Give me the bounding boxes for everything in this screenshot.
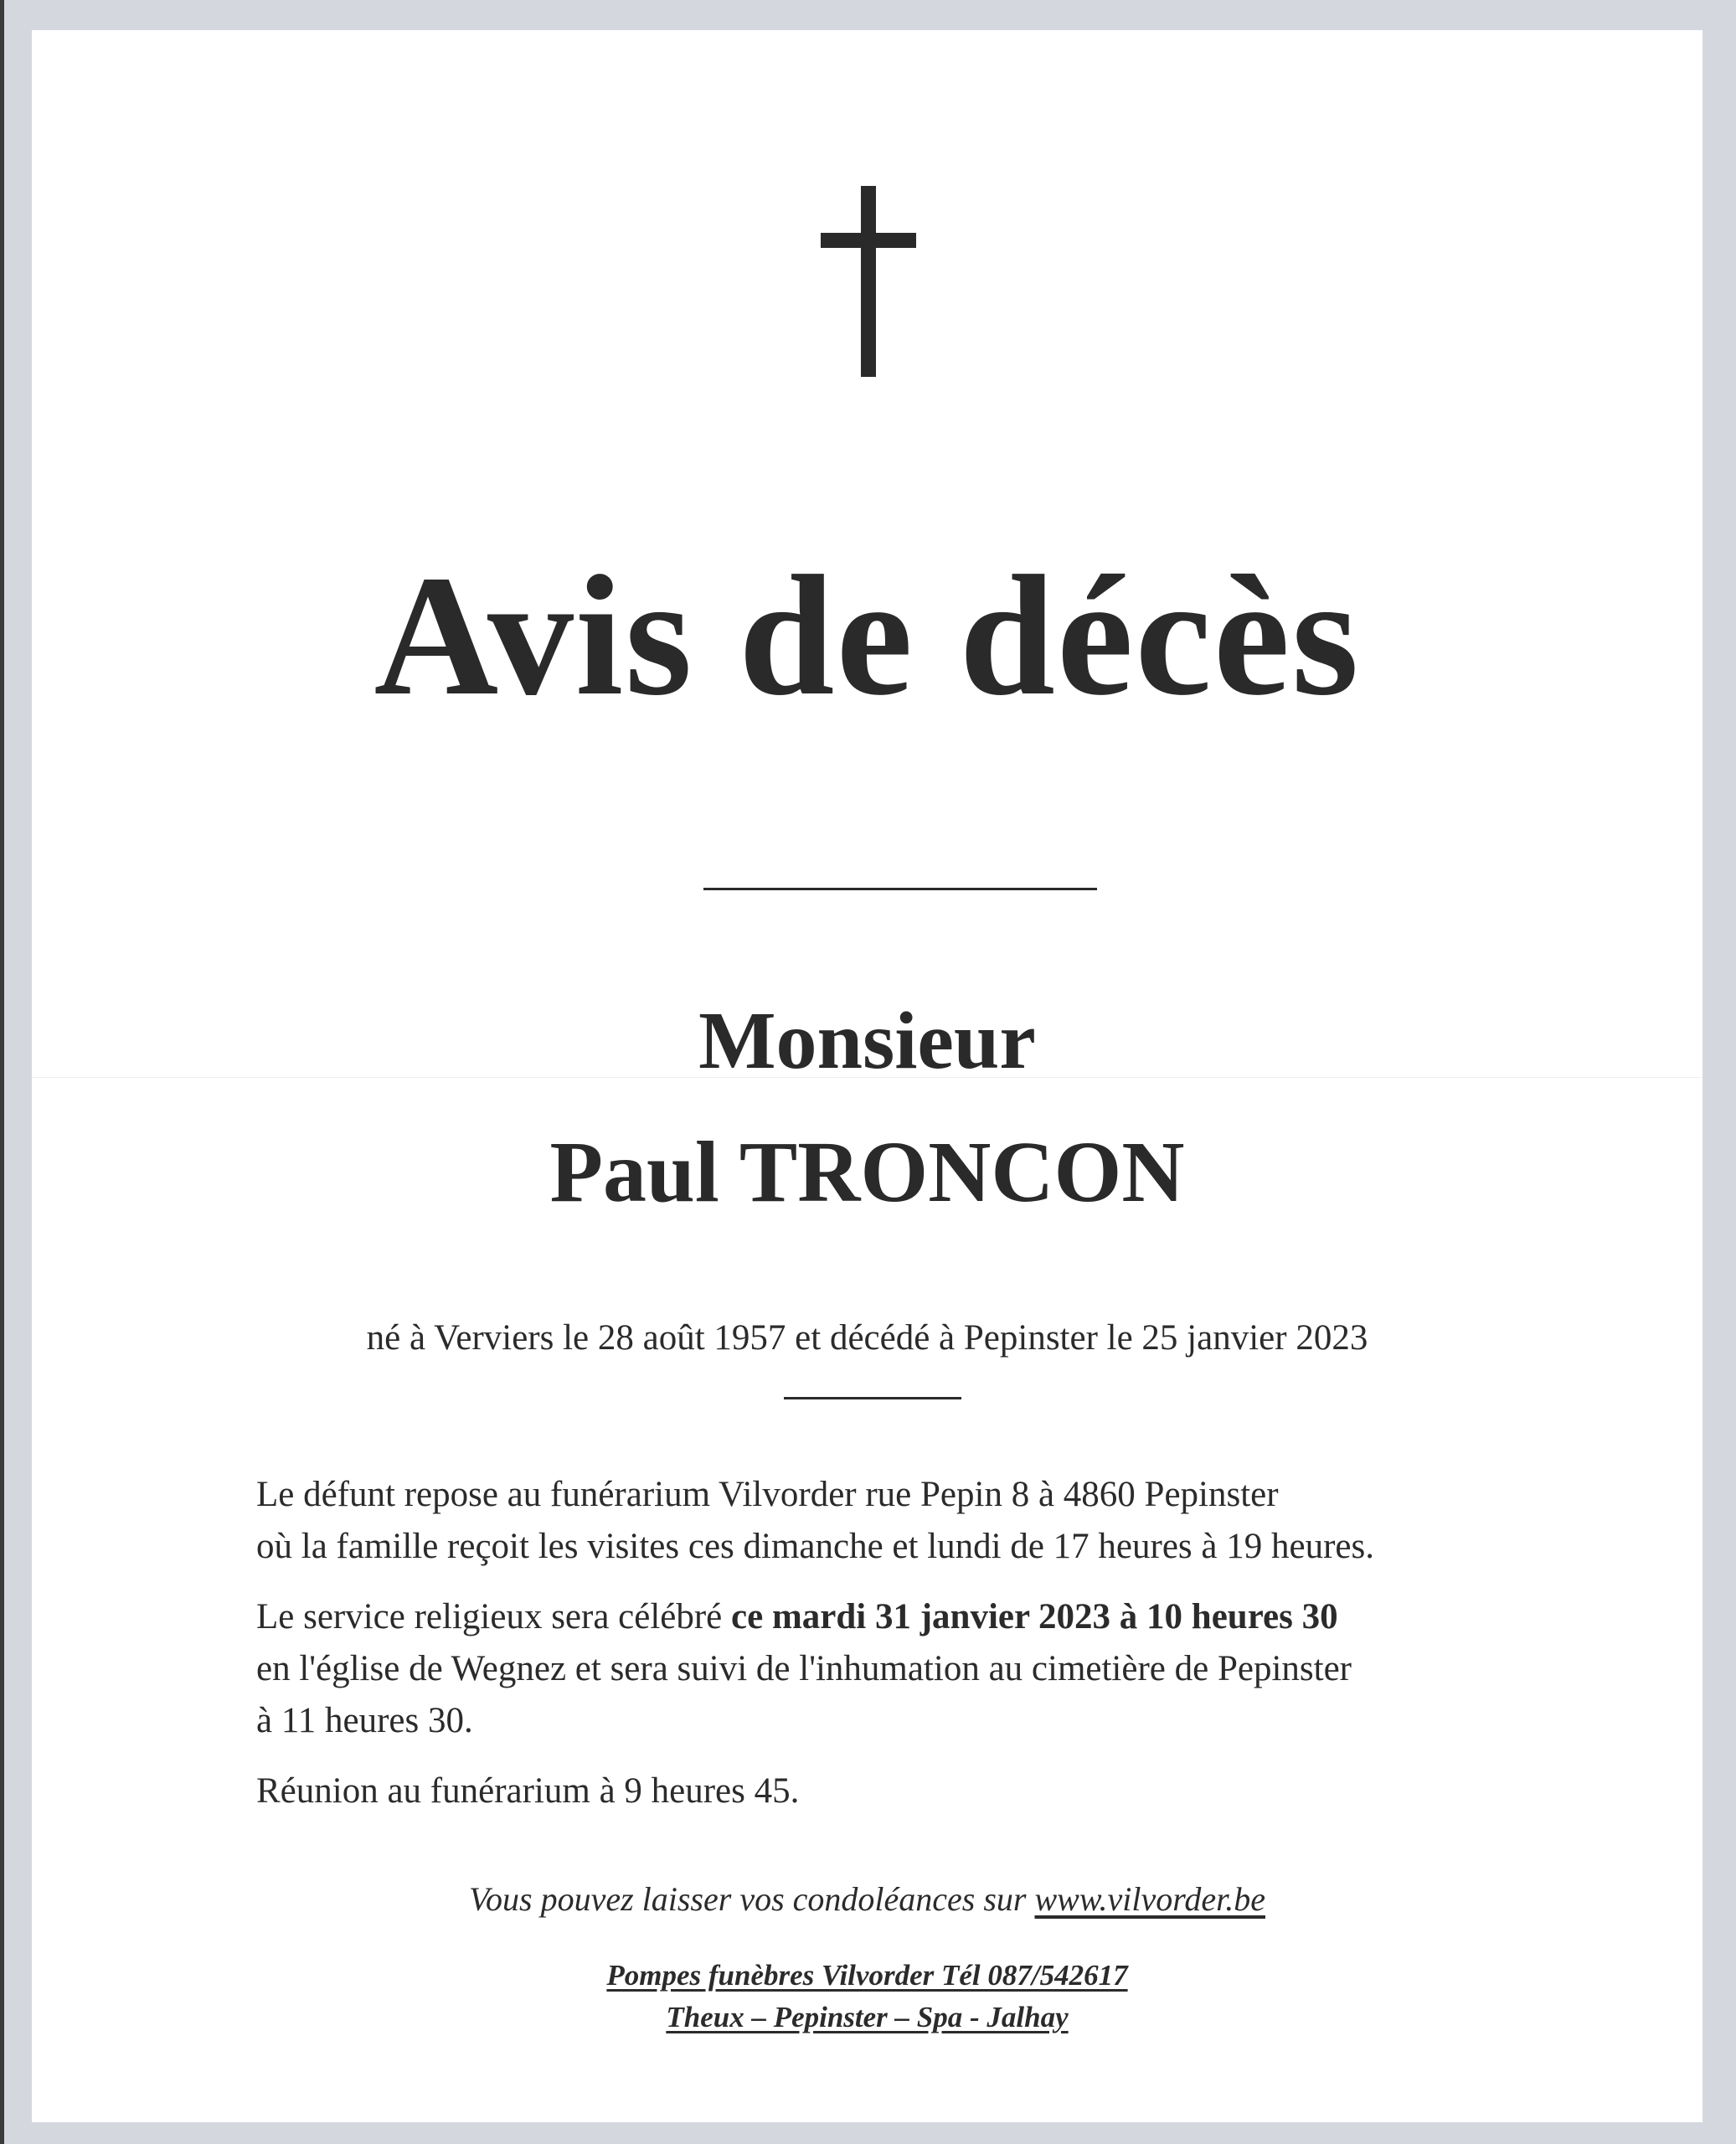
service-prefix: Le service religieux sera célébré: [256, 1597, 732, 1636]
condolences-link[interactable]: www.vilvorder.be: [1034, 1880, 1265, 1918]
repose-line-2: où la famille reçoit les visites ces dimanche et lundi de 17 heures à 19 heures.: [256, 1527, 1374, 1566]
footer-line-1: Pompes funèbres Vilvorder Tél 087/542617: [606, 1959, 1128, 1992]
death-notice-sheet: [32, 30, 1703, 2122]
service-line-1: [256, 1591, 1563, 1643]
reunion-line: Réunion au funérarium à 9 heures 45.: [256, 1771, 800, 1811]
divider-long: [703, 888, 1097, 890]
funeral-home-footer: [32, 1955, 1703, 2038]
scanner-edge: [0, 0, 4, 2144]
condolences-text: Vous pouvez laisser vos condoléances sur: [469, 1880, 1035, 1918]
repose-line-1: Le défunt repose au funérarium Vilvorder rue Pepin 8 à 4860 Pepinster: [256, 1475, 1279, 1514]
reunion-paragraph: [256, 1765, 1563, 1817]
deceased-name: Paul TRONCON: [549, 1124, 1185, 1220]
service-line-2: en l'église de Wegnez et sera suivi de l'inhumation au cimetière de Pepinster: [256, 1649, 1352, 1688]
notice-body: [256, 1469, 1563, 1836]
service-date-time: ce mardi 31 janvier 2023 à 10 heures 30: [731, 1597, 1338, 1636]
birth-death-dates: né à Verviers le 28 août 1957 et décédé à Pepinster le 25 janvier 2023: [366, 1318, 1368, 1358]
footer-line-2: Theux – Pepinster – Spa - Jalhay: [666, 2001, 1069, 2033]
repose-paragraph: [256, 1469, 1563, 1573]
divider-short: [784, 1397, 961, 1399]
condolences-note: [32, 1879, 1703, 1920]
notice-title: Avis de décès: [373, 539, 1361, 731]
deceased-civility: Monsieur: [698, 996, 1036, 1086]
service-line-3: à 11 heures 30.: [256, 1701, 473, 1740]
service-paragraph: [256, 1591, 1563, 1747]
cross-icon: [821, 186, 916, 377]
